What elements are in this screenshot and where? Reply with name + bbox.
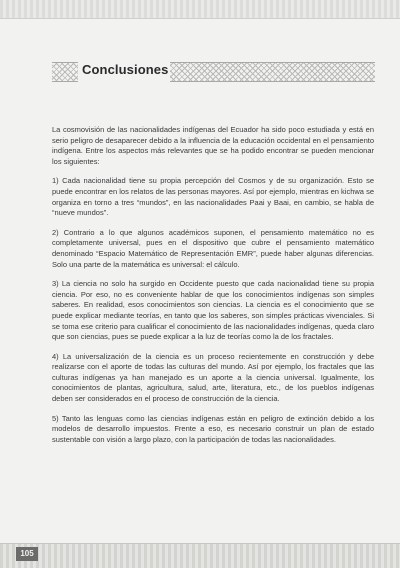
conclusion-5: 5) Tanto las lenguas como las ciencias indígenas están en peligro de extinción debido a los modelos de desarrollo impuestos. Frente a eso, es necesario construir un plan de estado sustentable con visión a largo plazo, con la participación de todas las nacionalidades. (52, 413, 374, 444)
body-text (52, 125, 374, 454)
title-banner (0, 58, 400, 84)
page-number: 105 (16, 547, 38, 561)
page-title: Conclusiones (82, 62, 169, 77)
conclusion-1: 1) Cada nacionalidad tiene su propia percepción del Cosmos y de su organización. Esto se puede encontrar en los relatos de las personas mayores. Así por ejemplo, mientras en kichwa se organiza en torno a tres “mundos”, en las nacionalidades Paai y Baai, en cambio, se habla de “nueve mundos”. (52, 176, 374, 218)
bottom-decorative-band (0, 543, 400, 568)
intro-paragraph: La cosmovisión de las nacionalidades indígenas del Ecuador ha sido poco estudiada y está en serio peligro de desaparecer debido a la influencia de la educación occidental en el pensamiento indígena. Entre los aspectos más relevantes que se ha podido encontrar se pueden mencionar los siguientes: (52, 125, 374, 166)
conclusion-4: 4) La universalización de la ciencia es un proceso recientemente en construcción y debe realizarse con el aporte de todas las culturas del mundo. Así por ejemplo, los fractales que las culturas indígenas ya han manejado es un aporte a la ciencia universal. Igualmente, los conocimientos de plantas, agricultura, salud, arte, literatura, etc., de los pueblos indígenas deben ser considerados en el proceso de construcción de la ciencia. (52, 351, 374, 404)
conclusion-3: 3) La ciencia no solo ha surgido en Occidente puesto que cada nacionalidad tiene su propia ciencia. Por eso, no es conveniente hablar de que los conocimientos indígenas son simples saberes. En realidad, esos conocimientos son ciencias. La ciencia es el conocimiento que se puede explicar mediante teorías, en tanto que los saberes, son simples prácticas vivenciales. Si se toma ese criterio para cualificar el conocimiento de las nacionalidades indígenas, queda claro que son ciencias, pues se puede explicar a la luz de teorías como la de los fractales. (52, 279, 374, 342)
braid-ornament-right (170, 62, 375, 82)
braid-ornament-left (52, 62, 78, 82)
top-decorative-band (0, 0, 400, 19)
conclusion-2: 2) Contrario a lo que algunos académicos suponen, el pensamiento matemático no es completamente universal, pues en el dispositivo que cubre el pensamiento matemático denominado “Espacio Matemático de Representación EMR”, puede haber algunas diferencias. Solo una parte de la matemática es universal: el cálculo. (52, 227, 374, 269)
